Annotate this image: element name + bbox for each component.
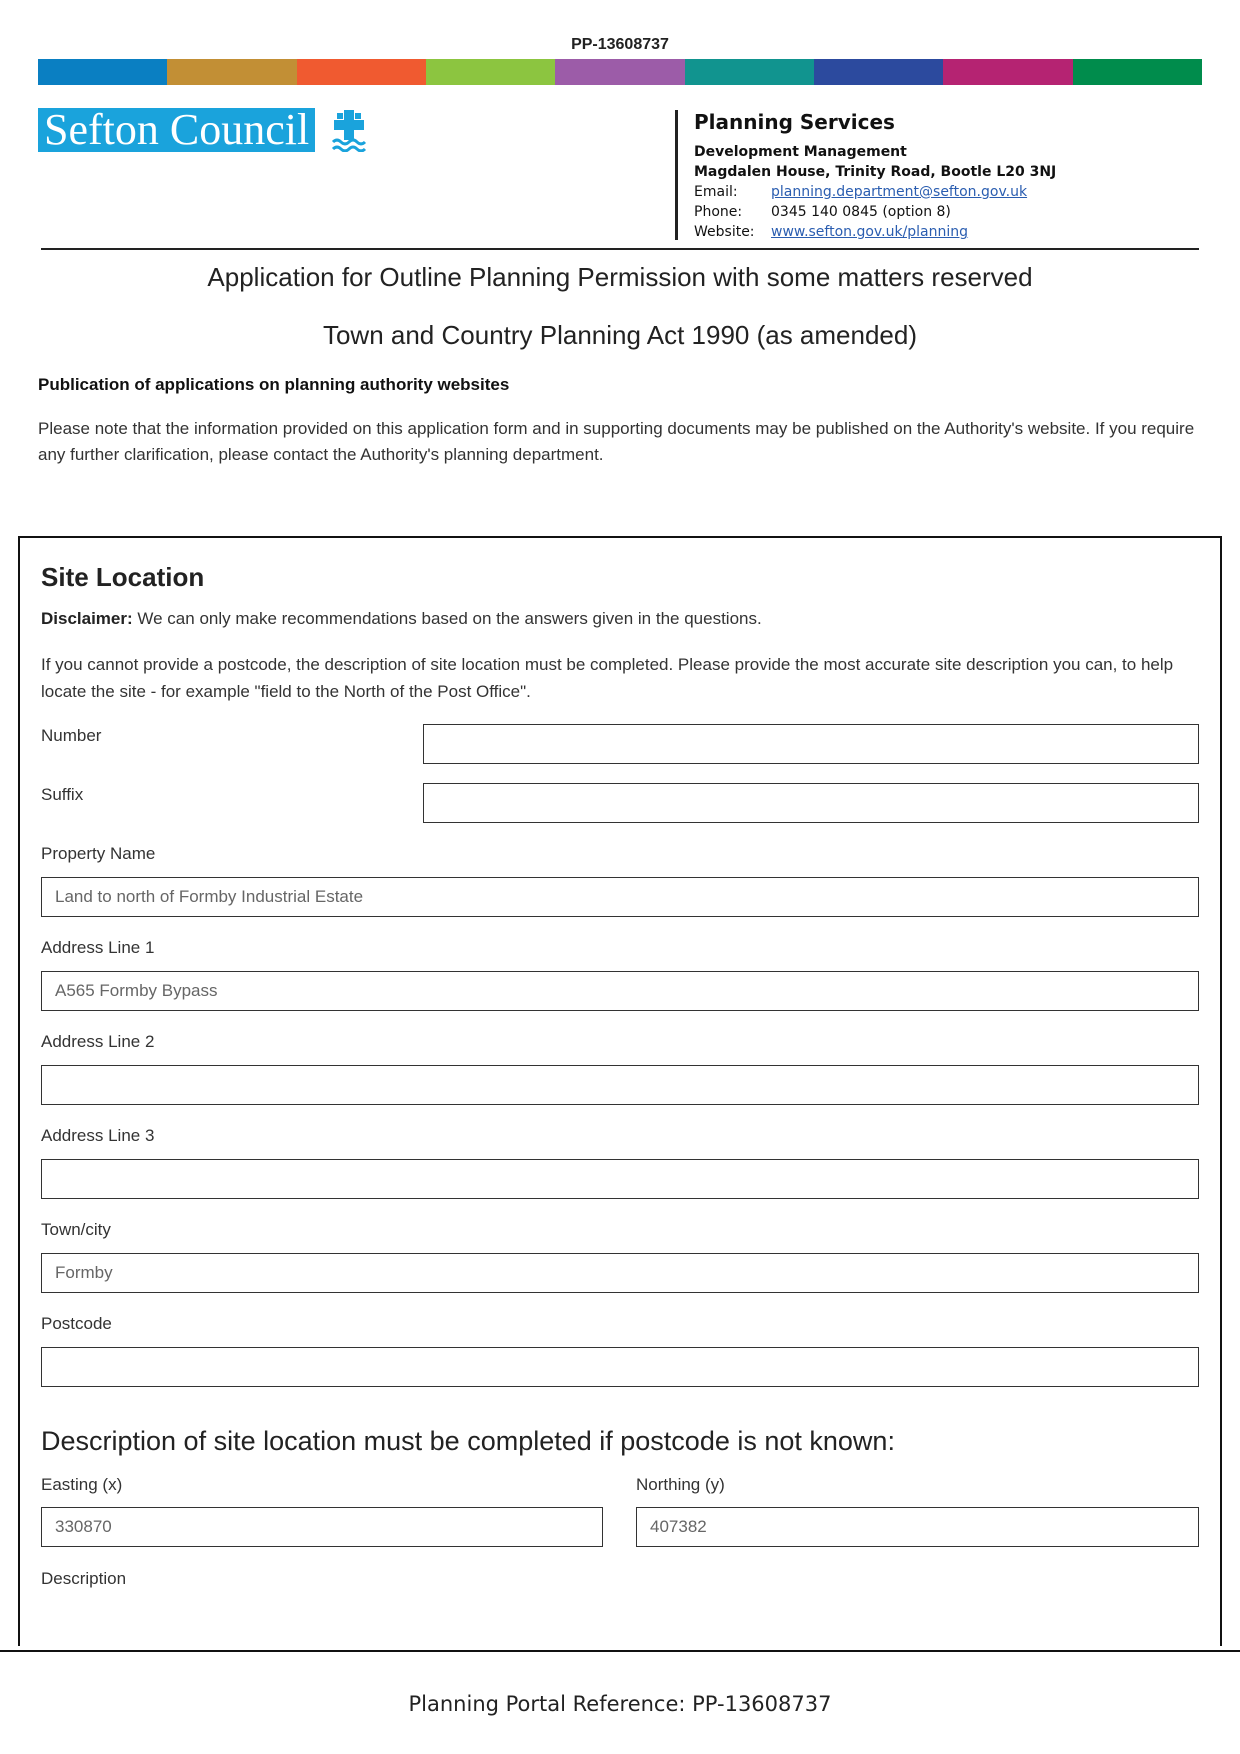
color-stripe (943, 59, 1072, 85)
color-stripe (814, 59, 943, 85)
logo-text: Sefton Council (38, 108, 315, 152)
disclaimer (41, 609, 762, 629)
postcode-field[interactable] (41, 1347, 1199, 1387)
footer-reference: Planning Portal Reference: PP-13608737 (408, 1692, 832, 1716)
color-stripe (426, 59, 555, 85)
color-stripe (38, 59, 167, 85)
address-line-3-field[interactable] (41, 1159, 1199, 1199)
suffix-label: Suffix (41, 785, 84, 804)
publication-text: Please note that the information provided on this application form and in supporting documents may be published on the Authority's website. If you require any further clarification, please contact the Authority's planning department. (38, 419, 1195, 464)
postcode-label: Postcode (41, 1314, 112, 1333)
address-line-2-field[interactable] (41, 1065, 1199, 1105)
northing-label: Northing (y) (636, 1475, 725, 1494)
sefton-council-logo (38, 105, 367, 154)
description-label: Description (41, 1569, 127, 1588)
address-line-3-label: Address Line 3 (41, 1126, 155, 1145)
address-line-1-label: Address Line 1 (41, 938, 155, 957)
property-name-field[interactable]: Land to north of Formby Industrial Estate (41, 877, 1199, 917)
document-subtitle: Town and Country Planning Act 1990 (as amended) (322, 320, 918, 350)
planning-services-title: Planning Services (694, 110, 895, 134)
address-line-2-label: Address Line 2 (41, 1032, 155, 1051)
email-label: Email: (694, 184, 738, 200)
color-stripe (1073, 59, 1202, 85)
town-city-field[interactable]: Formby (41, 1253, 1199, 1293)
color-stripe (167, 59, 296, 85)
disclaimer-text: We can only make recommendations based on the answers given in the questions. (132, 609, 762, 628)
phone-number: 0345 140 0845 (option 8) (771, 204, 951, 220)
color-stripe-bar (38, 59, 1202, 85)
department-address: Magdalen House, Trinity Road, Bootle L20 3NJ (694, 164, 1057, 180)
phone-label: Phone: (694, 204, 743, 220)
header-divider (41, 248, 1199, 250)
header-reference: PP-13608737 (571, 36, 669, 53)
document-title: Application for Outline Planning Permission with some matters reserved (207, 262, 1033, 292)
town-city-label: Town/city (41, 1220, 111, 1239)
email-link[interactable]: planning.department@sefton.gov.uk (771, 184, 1028, 200)
easting-field[interactable]: 330870 (41, 1507, 603, 1547)
footer-divider (0, 1650, 1240, 1652)
color-stripe (297, 59, 426, 85)
department-name: Development Management (694, 144, 907, 160)
easting-label: Easting (x) (41, 1475, 123, 1494)
number-field[interactable] (423, 724, 1199, 764)
property-name-label: Property Name (41, 844, 156, 863)
website-label: Website: (694, 224, 755, 240)
number-label: Number (41, 726, 102, 745)
section-title: Site Location (41, 562, 205, 592)
website-link[interactable]: www.sefton.gov.uk/planning (771, 224, 969, 240)
planning-services-contact (675, 110, 1056, 240)
color-stripe (685, 59, 814, 85)
suffix-field[interactable] (423, 783, 1199, 823)
disclaimer-label: Disclaimer: (41, 609, 133, 628)
northing-field[interactable]: 407382 (636, 1507, 1199, 1547)
address-line-1-field[interactable]: A565 Formby Bypass (41, 971, 1199, 1011)
council-emblem-icon (331, 108, 367, 152)
description-heading: Description of site location must be completed if postcode is not known: (41, 1426, 895, 1456)
color-stripe (555, 59, 684, 85)
postcode-note: If you cannot provide a postcode, the description of site location must be completed. Please provide the most accurate site description you can, to help locate the site - for example "field to the North of the Post Office". (41, 655, 1174, 701)
publication-heading: Publication of applications on planning authority websites (38, 375, 510, 394)
